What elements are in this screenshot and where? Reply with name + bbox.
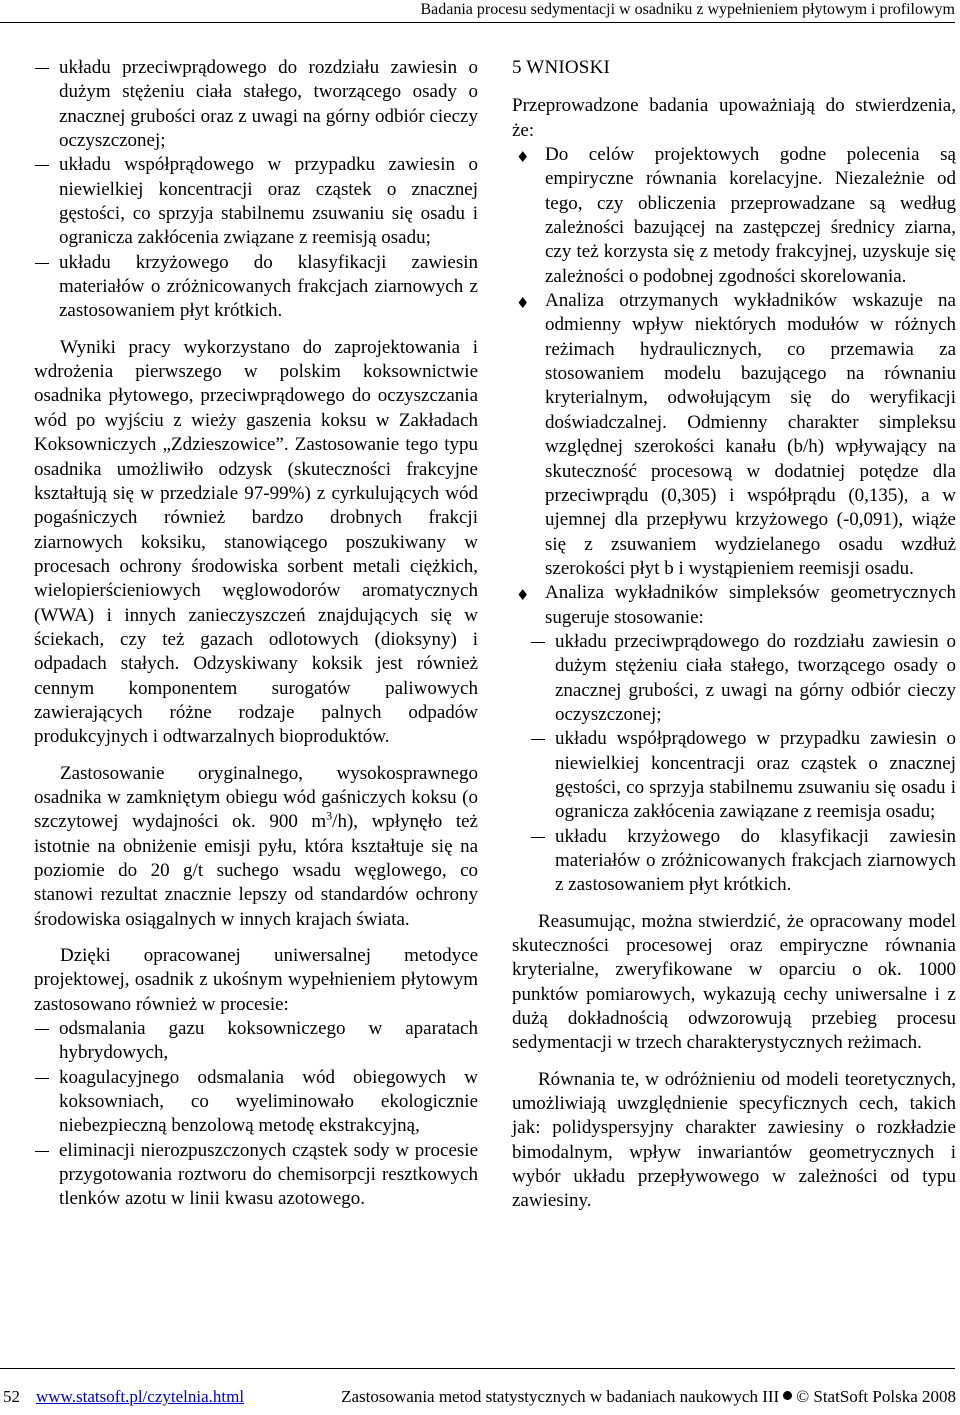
running-header bbox=[0, 0, 955, 23]
diamond-bullet-icon: ♦ bbox=[516, 148, 530, 167]
footer-rule bbox=[0, 1368, 955, 1369]
text-run: /h), wpłynęło też istotnie na obniżenie emisji pyłu, która kształtuje się na poziomie do 20 g/t suchego wsadu węglowego, co stanowi rezultat znacznie lepszy od standardów ochrony środowiska osiągalnych w innych krajach świata. bbox=[34, 811, 478, 930]
publication-title: Zastosowania metod statystycznych w badaniach naukowych III bbox=[341, 1387, 780, 1406]
paragraph: Przeprowadzone badania upoważniają do stwierdzenia, że: bbox=[512, 95, 956, 141]
section-heading: 5 WNIOSKI bbox=[512, 57, 611, 78]
paragraph: Reasumując, można stwierdzić, że opracowany model skuteczności procesowej oraz empiryczne równania kryterialne, zweryfikowane w oparciu o ok. 1000 punktów pomiarowych, wykazują cechy uniwersalne i z dużą dokładnością odwzorowują przebieg procesu sedymentacji w trzech charakterystycznych reżimach. bbox=[512, 910, 956, 1054]
list-item: odsmalania gazu koksowniczego w aparatach hybrydowych, bbox=[34, 1017, 478, 1066]
paragraph: Dzięki opracowanej uniwersalnej metodyce projektowej, osadnik z ukośnym wypełnieniem płytowym zastosowano również w procesie: bbox=[34, 945, 478, 1015]
finding-text: Do celów projektowych godne polecenia są empiryczne równania korelacyjne. Niezależnie od tego, czy obliczenia przeprowadzane są według zależności bazującej na zastępczej średnicy ziarna, czy też korzysta się z metody frakcyjnej, uzyskuje się zależności o podobnej zgodności skorelowania. bbox=[545, 144, 956, 287]
list-item bbox=[512, 289, 956, 581]
publisher: StatSoft Polska 2008 bbox=[813, 1387, 956, 1406]
text-run: Zastosowanie oryginalnego, wysokosprawnego osadnika w zamkniętym obiegu wód gaśniczych koksu (o szczytowej wydajności ok. 900 m bbox=[34, 762, 478, 833]
copyright-icon: © bbox=[796, 1387, 810, 1406]
list-item: układu współprądowego w przypadku zawiesin o niewielkiej koncentracji oraz cząstek o znacznej gęstości, co sprzyja stabilnemu zsuwaniu się osadu i ogranicza zakłócenia związane z reemisją osadu; bbox=[34, 153, 478, 250]
list-item: układu przeciwprądowego do rozdziału zawiesin o dużym stężeniu ciała stałego, tworzącego osady o znacznej grubości oraz z uwagi na górny odbiór cieczy oczyszczonej; bbox=[34, 56, 478, 153]
list-item: układu krzyżowego do klasyfikacji zawiesin materiałów o zróżnicowanych frakcjach ziarnowych z zastosowaniem płyt krótkich. bbox=[530, 825, 956, 898]
paragraph bbox=[34, 762, 478, 932]
list-item: eliminacji nierozpuszczonych cząstek sody w procesie przygotowania roztworu do chemisorpcji resztkowych tlenków azotu w linii kwasu azotowego. bbox=[34, 1139, 478, 1212]
diamond-bullet-icon: ♦ bbox=[516, 586, 530, 605]
list-item: układu współprądowego w przypadku zawiesin o niewielkiej koncentracji oraz cząstek o znacznej gęstości, co sprzyja stabilnemu zsuwaniu się osadu i ogranicza zakłócenia zawiązane z reemisja osadu; bbox=[530, 727, 956, 824]
paragraph: Równania te, w odróżnieniu od modeli teoretycznych, umożliwiają uwzględnienie specyficznych cech, takich jak: polidyspersyjny charakter zawiesiny o rozkładzie bimodalnym, wpływ inwariantów geometrycznych i wybór układu przepływowego w zależności od typu zawiesiny. bbox=[512, 1068, 956, 1212]
left-column bbox=[34, 56, 478, 1224]
running-title: Badania procesu sedymentacji w osadniku z wypełnieniem płytowym i profilowym bbox=[420, 1, 955, 18]
footer-citation bbox=[341, 1386, 956, 1408]
diamond-bullet-icon: ♦ bbox=[516, 294, 530, 313]
page-footer bbox=[0, 1386, 956, 1408]
list-item bbox=[512, 143, 956, 289]
finding-text: Analiza wykładników simpleksów geometrycznych sugeruje stosowanie: bbox=[545, 582, 956, 628]
paragraph: Wyniki pracy wykorzystano do zaprojektowania i wdrożenia pierwszego w polskim koksownictwie osadnika płytowego, przeciwprądowego do oczyszczania wód po wyjściu z wieży gaszenia koksu w Zakładach Koksowniczych „Zdzieszowice”. Zastosowanie tego typu osadnika umożliwiło odzysk (skuteczności frakcyjne kształtują się w przedziale 97-99%) z cyrkulujących wód pogaśniczych również bardzo drobnych frakcji ziarnowych koksiku, stanowiącego poszukiwany w procesach ochrony środowiska sorbent metali ciężkich, wielopierścieniowych węglowodorów aromatycznych (WWA) i innych zanieczyszczeń znajdujących się w ściekach, czy też gazach odlotowych (dioksyny) i odpadach stałych. Odzyskiwany koksik jest również cennym komponentem surogatów paliwowych zawierających różne rodzaje palnych odpadów produkcyjnych i odtwarzalnych bioproduktów. bbox=[34, 336, 478, 748]
list-item: układu przeciwprądowego do rozdziału zawiesin o dużym stężeniu ciała stałego, tworzącego osady o znacznej grubości, z uwagi na górny odbiór cieczy oczyszczonej; bbox=[530, 630, 956, 727]
bullet-dot-icon bbox=[783, 1391, 792, 1400]
right-column bbox=[512, 56, 956, 1226]
finding-text: Analiza otrzymanych wykładników wskazuje na odmienny wpływ niektórych modułów w różnych reżimach hydraulicznych, co przemawia za stosowaniem modelu bazującego na równaniu kryterialnym, odwołującym się do weryfikacji doświadczalnej. Odmienny charakter simpleksu względnej szerokości kanału (b/h) wpływający na skuteczność procesową w dodatniej potędze dla przeciwprądu (0,305) i współprądu (0,135), a w ujemnej dla przepływu krzyżowego (-0,091), wiąże się z zsuwaniem wydzielanego osadu wzdłuż szerokości płyt b i wystąpieniem reemisji osadu. bbox=[545, 290, 956, 579]
list-item: układu krzyżowego do klasyfikacji zawiesin materiałów o zróżnicowanych frakcjach ziarnowych z zastosowaniem płyt krótkich. bbox=[34, 251, 478, 324]
page-number: 52 bbox=[3, 1387, 20, 1406]
list-item bbox=[512, 581, 956, 897]
superscript: 3 bbox=[326, 808, 333, 823]
findings-list bbox=[512, 143, 956, 898]
website-link[interactable]: www.statsoft.pl/czytelnia.html bbox=[36, 1387, 245, 1406]
left-bottom-list bbox=[34, 1017, 478, 1212]
left-top-list bbox=[34, 56, 478, 324]
list-item: koagulacyjnego odsmalania wód obiegowych w koksowniach, co wyeliminowało ekologicznie niebezpieczną benzolową metodę ekstrakcyjną, bbox=[34, 1066, 478, 1139]
nested-list bbox=[530, 630, 956, 898]
